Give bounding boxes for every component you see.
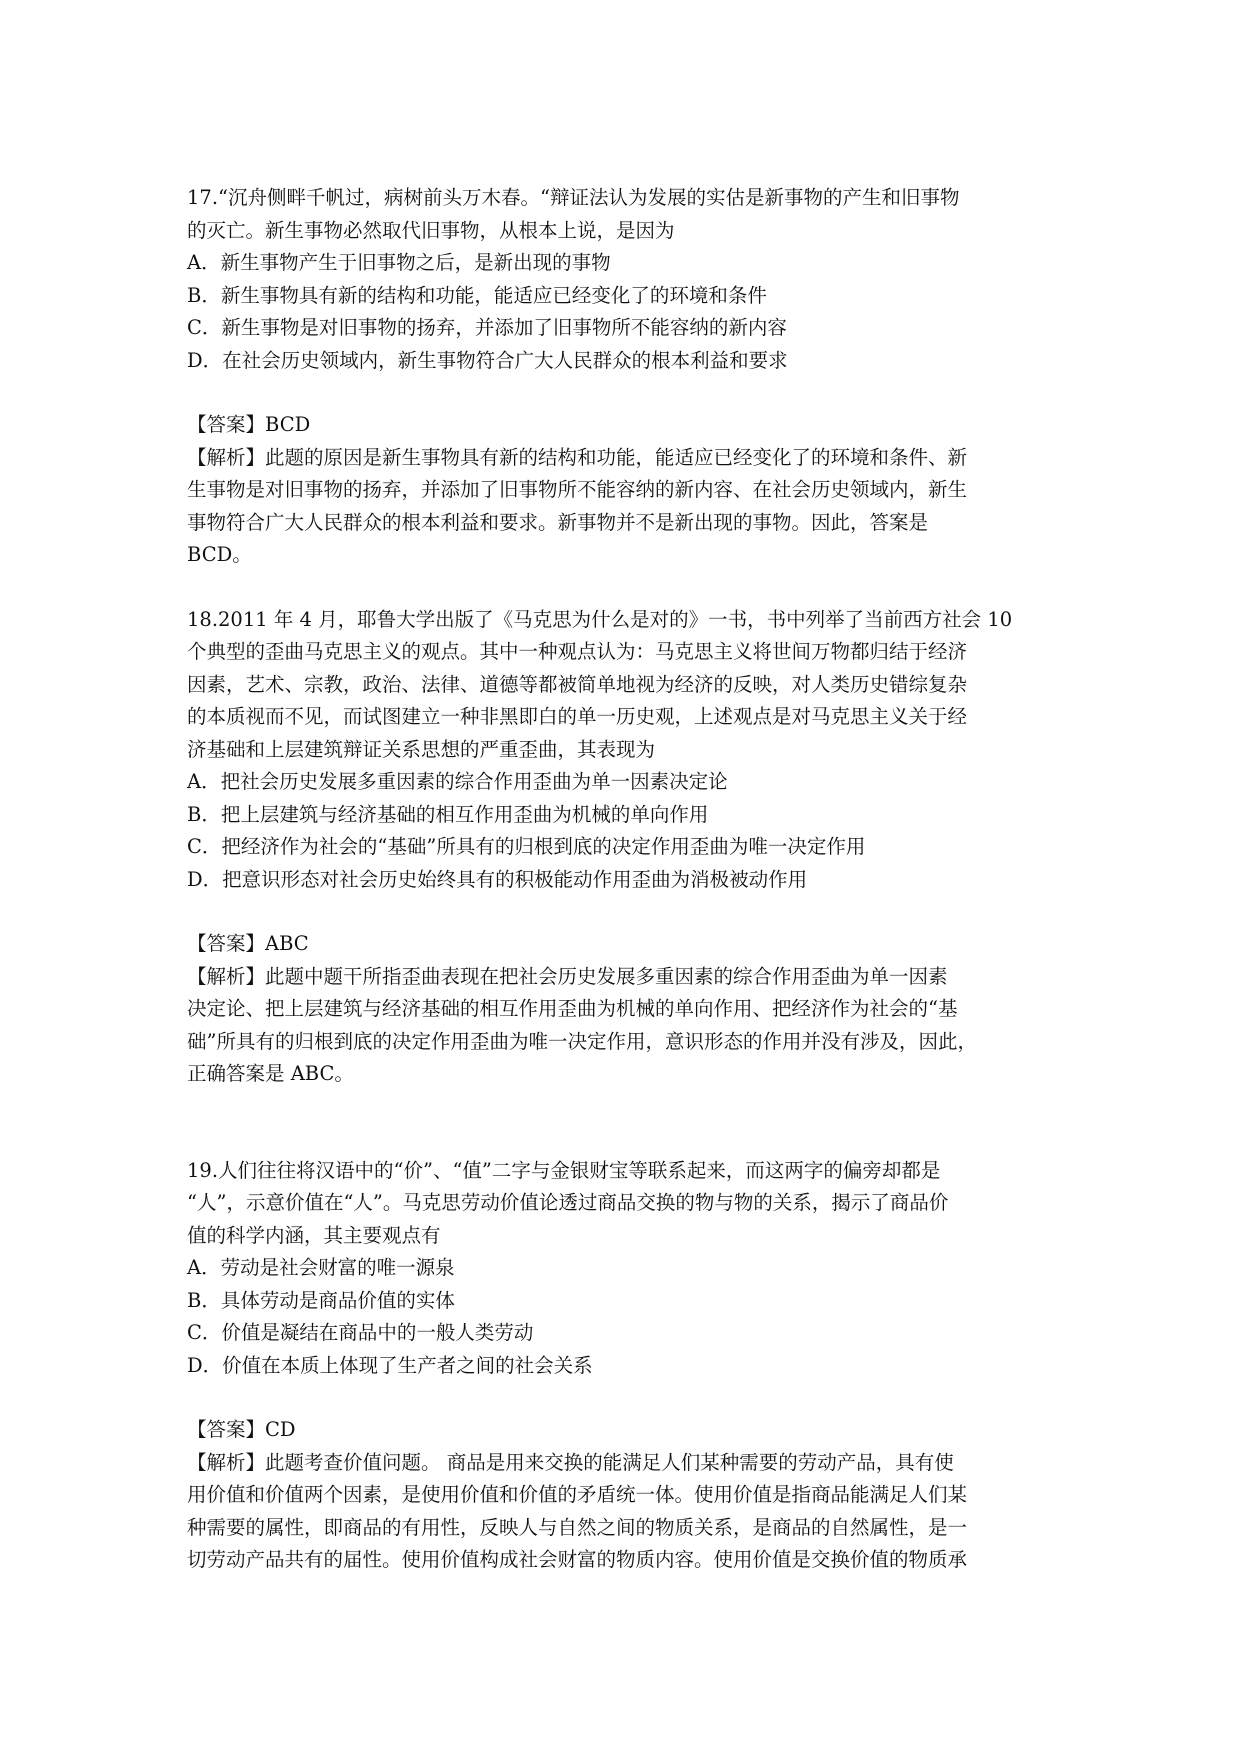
page-content bbox=[187, 182, 1057, 1577]
option-a: A．把社会历史发展多重因素的综合作用歪曲为单一因素决定论 bbox=[187, 770, 728, 793]
analysis-line: 生事物是对旧事物的扬弃，并添加了旧事物所不能容纳的新内容、在社会历史领域内，新生 bbox=[187, 478, 968, 501]
option-list bbox=[187, 1252, 1057, 1382]
answer-line: 【答案】CD bbox=[187, 1418, 296, 1441]
option-d: D．在社会历史领域内，新生事物符合广大人民群众的根本利益和要求 bbox=[187, 348, 788, 372]
option-a: A．新生事物产生于旧事物之后，是新出现的事物 bbox=[187, 251, 611, 274]
analysis-block bbox=[187, 1447, 1057, 1577]
analysis-line: 【解析】此题考查价值问题。 商品是用来交换的能满足人们某种需要的劳动产品，具有使 bbox=[187, 1450, 954, 1474]
option-a: A．劳动是社会财富的唯一源泉 bbox=[187, 1256, 455, 1279]
analysis-line: 事物符合广大人民群众的根本利益和要求。新事物并不是新出现的事物。因此，答案是 bbox=[187, 510, 929, 534]
stem-line: 因素，艺术、宗教，政治、法律、道德等都被简单地视为经济的反映，对人类历史错综复杂 bbox=[187, 672, 968, 696]
stem-line: “人”，示意价值在“人”。马克思劳动价值论透过商品交换的物与物的关系，揭示了商品价 bbox=[187, 1191, 949, 1214]
question-stem bbox=[187, 182, 1057, 247]
option-d: D．把意识形态对社会历史始终具有的积极能动作用歪曲为消极被动作用 bbox=[187, 867, 808, 891]
analysis-line: 【解析】此题的原因是新生事物具有新的结构和功能，能适应已经变化了的环境和条件、新 bbox=[187, 445, 968, 469]
question-stem bbox=[187, 604, 1057, 767]
stem-line: 个典型的歪曲马克思主义的观点。其中一种观点认为：马克思主义将世间万物都归结于经济 bbox=[187, 640, 968, 663]
stem-line: 的本质视而不见，而试图建立一种非黑即白的单一历史观，上述观点是对马克思主义关于经 bbox=[187, 705, 968, 728]
analysis-line: 础”所具有的归根到底的决定作用歪曲为唯一决定作用，意识形态的作用并没有涉及，因此， bbox=[187, 1029, 977, 1053]
analysis-line: 用价值和价值两个因素，是使用价值和价值的矛盾统一体。使用价值是指商品能满足人们某 bbox=[187, 1483, 968, 1506]
option-c: C．价值是凝结在商品中的一般人类劳动 bbox=[187, 1321, 534, 1344]
option-c: C．新生事物是对旧事物的扬弃，并添加了旧事物所不能容纳的新内容 bbox=[187, 316, 787, 339]
question-19 bbox=[187, 1155, 1057, 1577]
spacer bbox=[187, 1091, 1057, 1155]
option-b: B．新生事物具有新的结构和功能，能适应已经变化了的环境和条件 bbox=[187, 283, 767, 307]
stem-line: 的灭亡。新生事物必然取代旧事物，从根本上说，是因为 bbox=[187, 218, 675, 242]
option-list bbox=[187, 247, 1057, 377]
option-d: D．价值在本质上体现了生产者之间的社会关系 bbox=[187, 1353, 593, 1377]
stem-line: 18.2011 年 4 月，耶鲁大学出版了《马克思为什么是对的》一书，书中列举了当前西方社会 10 bbox=[187, 607, 1013, 631]
stem-line: 19.人们往往将汉语中的“价”、“值”二字与金银财宝等联系起来，而这两字的偏旁却都是 bbox=[187, 1158, 941, 1182]
spacer bbox=[187, 896, 1057, 928]
stem-line: 17.“沉舟侧畔千帆过，病树前头万木春。“辩证法认为发展的实估是新事物的产生和旧事物 bbox=[187, 186, 960, 209]
answer-line: 【答案】ABC bbox=[187, 932, 309, 955]
analysis-line: 正确答案是 ABC。 bbox=[187, 1062, 354, 1085]
option-b: B．具体劳动是商品价值的实体 bbox=[187, 1288, 455, 1312]
stem-line: 值的科学内涵，其主要观点有 bbox=[187, 1223, 441, 1247]
option-list bbox=[187, 766, 1057, 896]
question-17 bbox=[187, 182, 1057, 572]
analysis-block bbox=[187, 961, 1057, 1091]
option-b: B．把上层建筑与经济基础的相互作用歪曲为机械的单向作用 bbox=[187, 802, 709, 826]
analysis-line: 种需要的属性，即商品的有用性，反映人与自然之间的物质关系，是商品的自然属性，是一 bbox=[187, 1515, 968, 1539]
option-c: C．把经济作为社会的“基础”所具有的归根到底的决定作用歪曲为唯一决定作用 bbox=[187, 835, 866, 858]
analysis-line: 【解析】此题中题干所指歪曲表现在把社会历史发展多重因素的综合作用歪曲为单一因素 bbox=[187, 964, 948, 988]
analysis-line: BCD。 bbox=[187, 543, 252, 566]
question-18 bbox=[187, 604, 1057, 1091]
spacer bbox=[187, 572, 1057, 604]
analysis-line: 切劳动产品共有的届性。使用价值构成社会财富的物质内容。使用价值是交换价值的物质承 bbox=[187, 1548, 968, 1571]
analysis-block bbox=[187, 442, 1057, 572]
stem-line: 济基础和上层建筑辩证关系思想的严重歪曲，其表现为 bbox=[187, 737, 656, 761]
spacer bbox=[187, 377, 1057, 409]
question-stem bbox=[187, 1155, 1057, 1253]
answer-line: 【答案】BCD bbox=[187, 413, 311, 436]
analysis-line: 决定论、把上层建筑与经济基础的相互作用歪曲为机械的单向作用、把经济作为社会的“基 bbox=[187, 997, 958, 1020]
spacer bbox=[187, 1382, 1057, 1414]
